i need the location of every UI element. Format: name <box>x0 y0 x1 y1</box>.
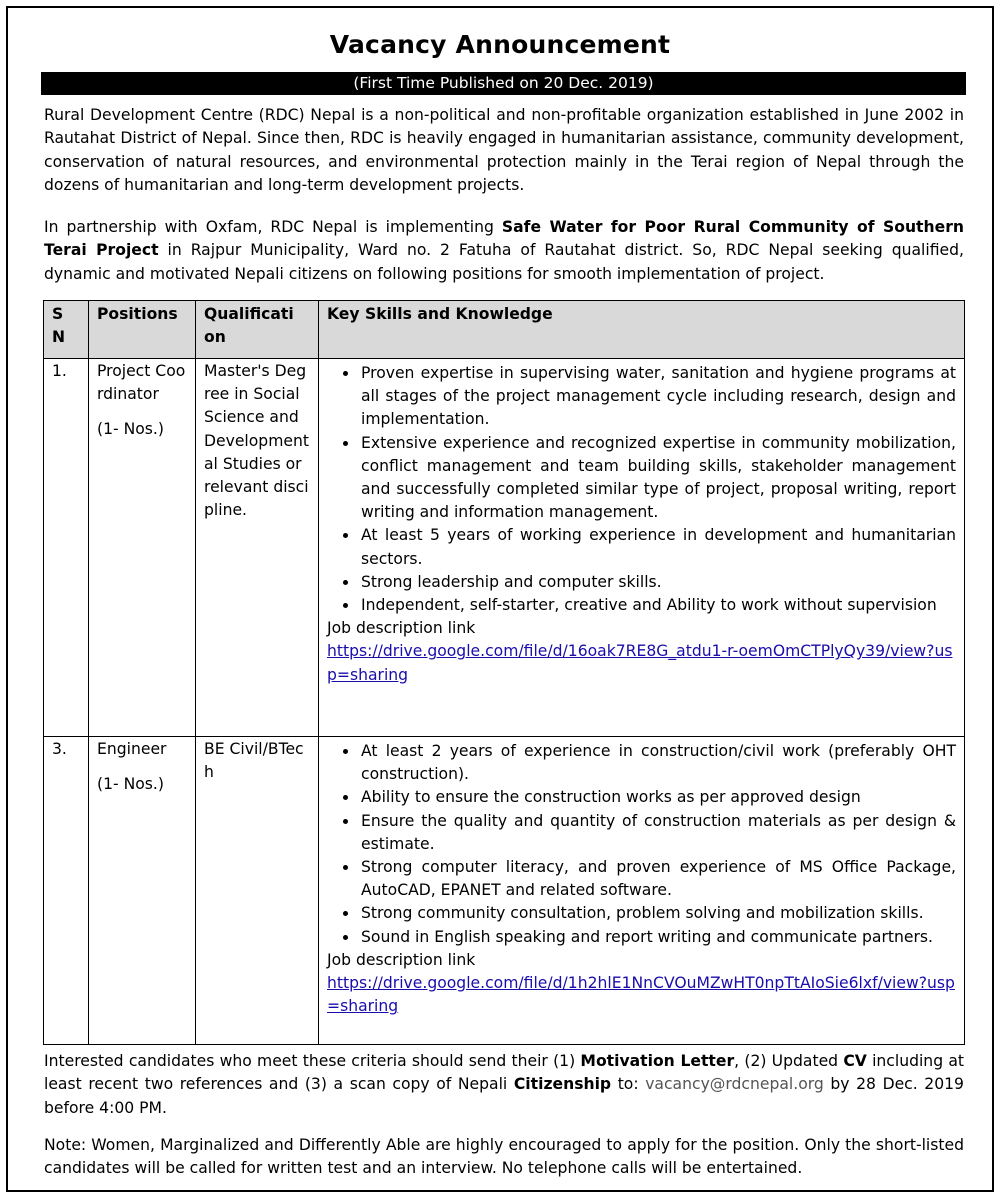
header-sn: S N <box>44 301 89 359</box>
apply-text: , (2) Updated <box>734 1052 844 1070</box>
header-qualification: Qualificati on <box>196 301 319 359</box>
position-title: Engineer <box>97 740 167 758</box>
skill-item: • Proven expertise in supervising water, sanitation and hygiene programs at all stages of the project management cycle including research, design and implementation. <box>359 362 956 432</box>
intro-paragraph: Rural Development Centre (RDC) Nepal is a non-political and non-profitable organization established in June 2002 in Rautahat District of Nepal. Since then, RDC is heavily engaged in humanitarian assistance, community development, conservation of natural resources, and environmental protection mainly in the Terai region of Nepal through the dozens of humanitarian and long-term development projects. <box>44 106 964 195</box>
position-count: (1- Nos.) <box>97 775 164 794</box>
row-skills <box>319 737 965 1045</box>
apply-deadline-text: by 28 Dec. 2019 before 4:00 PM. <box>44 1075 964 1117</box>
motivation-letter-label: Motivation Letter <box>580 1052 735 1070</box>
skill-item: • Strong leadership and computer skills. <box>359 571 956 594</box>
application-instructions <box>44 1050 964 1120</box>
row-sn: 3. <box>44 737 89 1045</box>
position-count: (1- Nos.) <box>97 420 164 439</box>
skills-list <box>327 362 956 617</box>
table-row <box>44 737 965 1045</box>
skill-item: • Sound in English speaking and report writing and communicate partners. <box>359 926 956 949</box>
published-banner: (First Time Published on 20 Dec. 2019) <box>41 72 966 95</box>
partnership-text-after: in Rajpur Municipality, Ward no. 2 Fatuha of Rautahat district. So, RDC Nepal seeking qualified, dynamic and motivated Nepali citizens on following positions for smooth implementation of project. <box>44 241 964 283</box>
partnership-paragraph <box>44 216 964 286</box>
note-paragraph: Note: Women, Marginalized and Differently Able are highly encouraged to apply for the position. Only the short-listed candidates will be called for written test and an interview. No telephone calls will be entertained. <box>44 1136 964 1178</box>
project-name: Safe Water for Poor Rural Community of Southern Terai Project <box>44 218 964 260</box>
header-positions: Positions <box>89 301 196 359</box>
header-skills: Key Skills and Knowledge <box>319 301 965 359</box>
row-skills <box>319 359 965 737</box>
row-qualification <box>196 359 319 737</box>
apply-text: including at least recent two references and (3) a scan copy of Nepali <box>44 1052 964 1094</box>
job-description-label: Job description link <box>327 619 476 638</box>
cv-label: CV <box>843 1052 867 1070</box>
job-description-label: Job description link <box>327 950 476 969</box>
skill-item: • At least 2 years of experience in construction/civil work (preferably OHT construction). <box>359 740 956 786</box>
skill-item: • Ability to ensure the construction works as per approved design <box>359 786 956 809</box>
skill-item: • At least 5 years of working experience in development and humanitarian sectors. <box>359 524 956 570</box>
row-qualification <box>196 737 319 1045</box>
job-description-link[interactable]: https://drive.google.com/file/d/16oak7RE8G_atdu1-r-oemOmCTPlyQy39/view?usp=sharing <box>327 642 953 684</box>
position-title: Project Coordinator <box>97 362 186 404</box>
skill-item: • Extensive experience and recognized expertise in community mobilization, conflict management and team building skills, stakeholder management and successfully completed similar type of project, proposal writing, report writing and information management. <box>359 432 956 525</box>
skill-item: • Independent, self-starter, creative and Ability to work without supervision <box>359 594 956 617</box>
contact-email[interactable]: vacancy@rdcnepal.org <box>645 1075 824 1094</box>
row-sn: 1. <box>44 359 89 737</box>
vacancy-notice <box>6 6 994 1192</box>
qualification-text: Master's Degree in Social Science and Developmental Studies or relevant discipline. <box>204 362 309 520</box>
row-position <box>89 359 196 737</box>
table-header-row <box>44 301 965 359</box>
skill-item: • Strong computer literacy, and proven experience of MS Office Package, AutoCAD, EPANET and related software. <box>359 856 956 902</box>
job-description-link[interactable]: https://drive.google.com/file/d/1h2hlE1NnCVOuMZwHT0npTtAIoSie6lxf/view?usp=sharing <box>327 974 955 1016</box>
skill-item: • Strong community consultation, problem solving and mobilization skills. <box>359 902 956 925</box>
skills-list <box>327 740 956 949</box>
vacancy-table <box>43 300 965 1045</box>
apply-text: to: <box>611 1075 646 1094</box>
skill-item: • Ensure the quality and quantity of construction materials as per design & estimate. <box>359 810 956 856</box>
table-row <box>44 359 965 737</box>
citizenship-label: Citizenship <box>513 1075 612 1094</box>
apply-text: Interested candidates who meet these criteria should send their (1) <box>44 1052 581 1070</box>
qualification-text: BE Civil/BTech <box>204 740 304 782</box>
row-position <box>89 737 196 1045</box>
page-title: Vacancy Announcement <box>329 30 671 59</box>
partnership-text-before: In partnership with Oxfam, RDC Nepal is implementing <box>44 218 502 236</box>
